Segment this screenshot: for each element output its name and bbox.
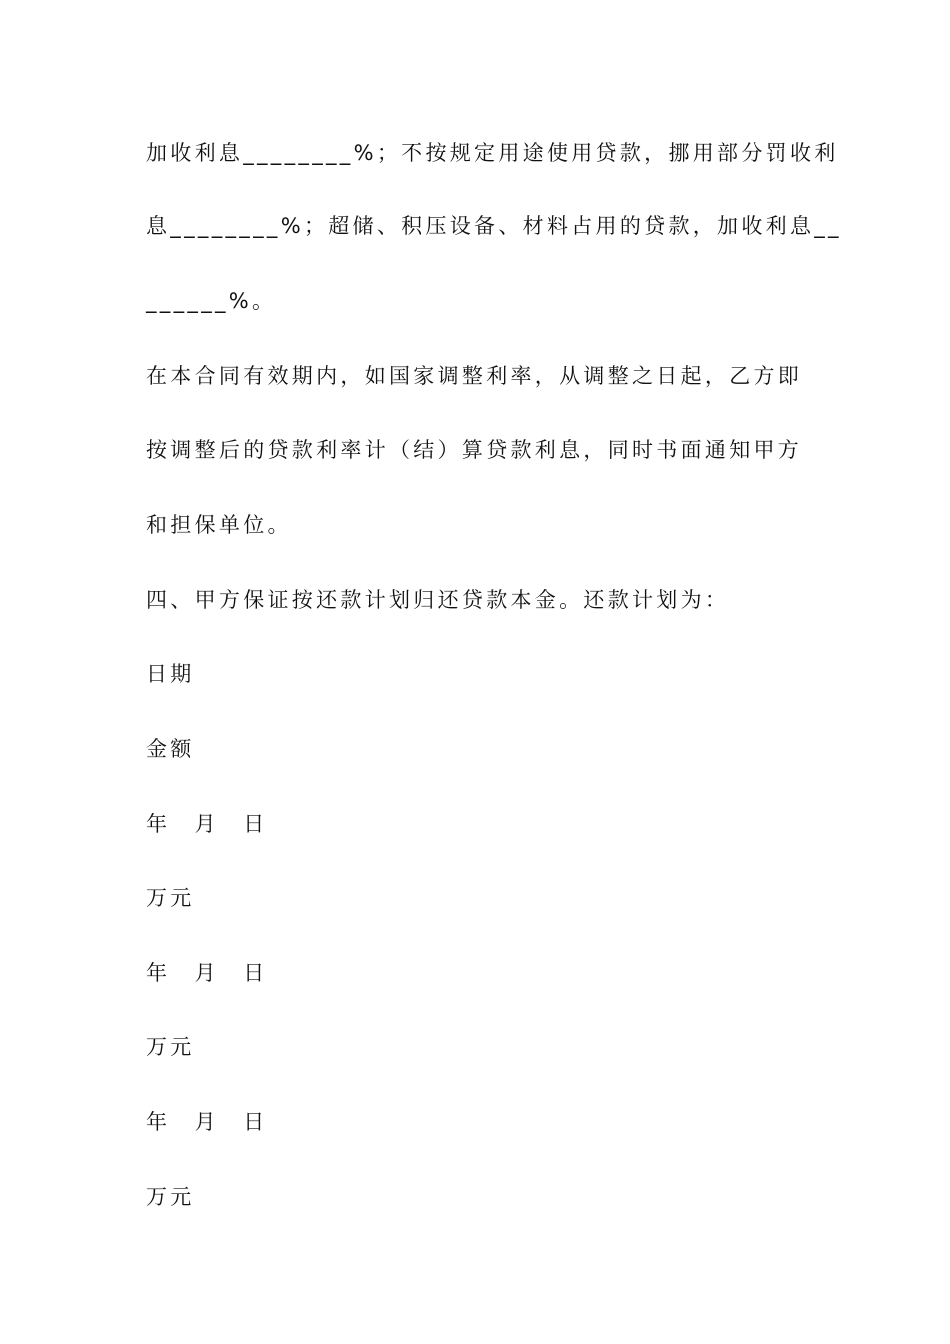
paragraph-line: ______%。 (146, 289, 277, 313)
schedule-label-date: 日期 (146, 662, 195, 686)
schedule-date-entry: 年 月 日 (146, 961, 268, 985)
schedule-amount-entry: 万元 (146, 886, 195, 910)
schedule-date-entry: 年 月 日 (146, 812, 268, 836)
section-heading: 四、甲方保证按还款计划归还贷款本金。还款计划为： (146, 588, 730, 612)
schedule-amount-entry: 万元 (146, 1185, 195, 1209)
schedule-amount-entry: 万元 (146, 1035, 195, 1059)
paragraph-line: 在本合同有效期内，如国家调整利率，从调整之日起，乙方即 (146, 364, 803, 388)
paragraph-line: 加收利息________%；不按规定用途使用贷款，挪用部分罚收利 (146, 141, 839, 165)
paragraph-line: 按调整后的贷款利率计（结）算贷款利息，同时书面通知甲方 (146, 438, 803, 462)
schedule-date-entry: 年 月 日 (146, 1110, 268, 1134)
paragraph-line: 和担保单位。 (146, 513, 292, 537)
paragraph-line: 息________%；超储、积压设备、材料占用的贷款，加收利息__ (146, 214, 842, 238)
schedule-label-amount: 金额 (146, 737, 195, 761)
